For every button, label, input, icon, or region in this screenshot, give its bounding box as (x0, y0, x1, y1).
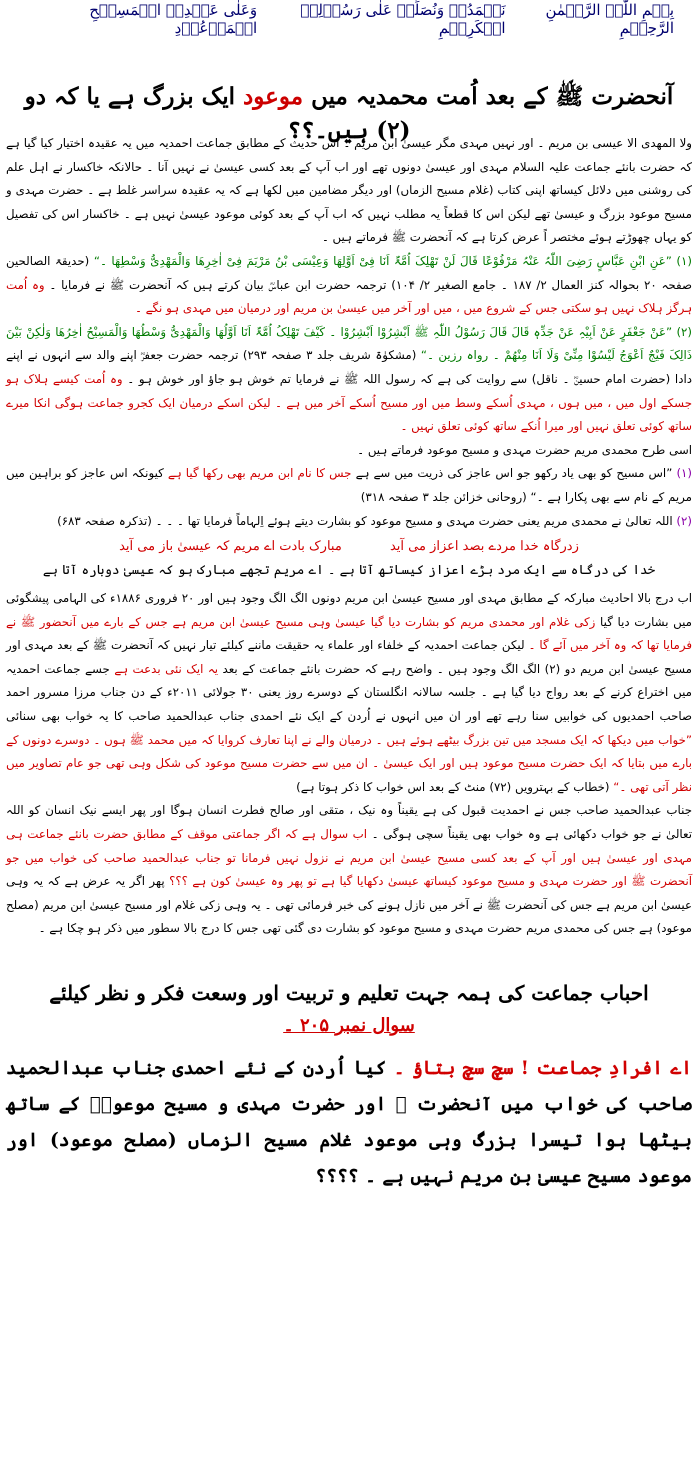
text-segment: ”عَنِ ابْنِ عَبَّاسٍ رَضِیَ اللّٰہُ عَنْہُ مَرْفُوْعًا قَالَ لَنْ تَھْلِکَ اُمَّۃٌ اَنَا فِیْ اَوَّلِھَا وَعِیْسَی بْنُ مَرْیَمَ فِیْ اٰخِرِھَا وَالْمَھْدِیُّ وَسْطِھَا ۔“ (93, 253, 672, 268)
article-title (6, 80, 692, 144)
text-segment: (۲) (672, 513, 692, 528)
hamd-text: نَحۡمَدُہٗ وَنُصَلِّیۡ عَلٰی رَسُوۡلِہِ الۡکَرِیۡمِ (300, 1, 506, 37)
title-part-3: ایک بزرگ ہے یا کہ دو (۲) ہیں۔؟؟ (24, 83, 411, 144)
text-segment: کیونکہ اس عاجز کو براہین میں مریم کے نام سے بھی پکارا ہے ۔“ (روحانی خزائن جلد ۳ صفحہ ۳۱۸) (6, 466, 692, 504)
couplet-original (6, 535, 692, 559)
text-segment: اب درج بالا احادیث مبارکہ کے مطابق مہدی اور مسیح عیسیٰ ابن مریم دونوں الگ الگ وجود ہیں اور ۲۰ فروری ۱۸۸۶ء کی الہامی پیشگوئی میں بشارت دیا گیا (6, 591, 692, 629)
text-segment: اللہ تعالیٰ نے محمدی مریم یعنی حضرت مہدی و مسیح موعود کو بشارت دیتے ہوئے اِلہاماً فرمایا تھا ۔ ۔ ۔ (تذکرہ صفحہ ۶۸۳) (57, 513, 673, 528)
paragraph-p7 (6, 587, 692, 799)
text-segment: ”خواب میں دیکھا کہ ایک مسجد میں تین بزرگ بیٹھے ہوئے ہیں ۔ درمیان والے نے اپنا تعارف کروایا کہ میں محمد ﷺ ہوں ۔ دوسرے دونوں کے بارے میں بتایا کہ ایک حضرت مسیح موعود ہیں اور ایک عیسیٰ ۔ ان میں سے حضرت مسیح موعود کی شکل وہی تھی جو عام تصاویر میں نظر آتی تھی ۔“ (6, 732, 692, 794)
title-part-2: موعود (243, 83, 304, 110)
text-segment: (خطاب کے بہترویں (۷۲) منٹ کے بعد اس خواب کا ذکر ہوتا ہے) (296, 779, 614, 794)
salutation-text: وَعَلٰی عَبۡدِہِ الۡمَسِیۡحِ الۡمَوۡعُوۡدِ (89, 1, 258, 37)
text-segment: (۱) (672, 466, 692, 481)
paragraph-p1 (6, 132, 692, 250)
text-segment: (مشکوٰۃ شریف جلد ۳ صفحہ ۲۹۳) ترجمہ حضرت جعفرؓ اپنے والد سے انہوں نے اپنے دادا (حضرت امام حسینؓ ۔ ناقل) سے روایت کی ہے کہ رسول اللہ ﷺ نے فرمایا تم خوش ہو جاؤ اور خوش ہو ۔ (6, 348, 692, 386)
question-text (6, 1051, 692, 1195)
couplet-translation: خدا کی درگاہ سے ایک مرد بڑے اعزاز کیساتھ آتا ہے ۔ اے مریم تجھے مبارک ہو کہ عیسیٰ دوبارہ آتا ہے (42, 563, 656, 579)
text-segment: لیکن جماعت احمدیہ کے خلفاء اور علماء یہ حقیقت ماننے کیلئے تیار نہیں کہ آنحضرت ﷺ کے بعد مہدی اور مسیح عیسیٰ ابن مریم دو (۲) الگ الگ وجود ہیں ۔ واضح رہے کہ حضرت بانئے جماعت کے بعد (6, 638, 692, 676)
paragraph-p5 (6, 462, 692, 509)
title-part-1: آنحضرت ﷺ کے بعد اُمت محمدیہ میں (311, 83, 674, 110)
paragraph-p2 (6, 250, 692, 321)
couplet-left: مبارک بادت اے مریم کہ عیسیٰ باز می آید (119, 539, 342, 555)
question-lead: اے افرادِ جماعت ! سچ سچ بتاؤ ۔ (393, 1058, 692, 1079)
text-segment: ولا المھدی الا عیسی بن مریم ۔ اور نہیں مہدی مگر عیسیٰ ابن مریم ۔ اس حدیث کے مطابق جماعت احمدیہ میں یہ عقیدہ اختیار کیا گیا ہے کہ حضرت بانئے جماعت علیہ السلام مہدی اور عیسیٰ دونوں تھے اور اب آپ کے بعد کسی عیسیٰ نے نہیں آنا ۔ حالانکہ خاکسار نے اہل علم کی روشنی میں دلائل کیساتھ اپنی کتاب (غلام مسیح الزماں) اور دیگر مضامین میں لکھا ہے کہ یہ عقیدہ سراسر غلط ہے ۔ حضرت مہدی و مسیح موعود بزرگ و عیسیٰ تھے لیکن اس کا قطعاً یہ مطلب نہیں کہ اب آپ کے بعد کوئی موعود عیسیٰ نہیں ہے ۔ خاکسار اس کی تفصیل کو یہاں چھوڑتے ہوئے مختصر اً عرض کرتا ہے کہ آنحضرت ﷺ فرماتے ہیں ۔ (6, 136, 692, 245)
text-segment: وہ اُمت ہرگز ہلاک نہیں ہو سکتی جس کے شروع میں ، میں اور آخر میں عیسیٰ بن مریم اور درمیان میں مہدی ہو نگے ۔ (6, 277, 692, 316)
persian-couplet (6, 535, 692, 583)
text-segment: جس کا نام ابن مریم بھی رکھا گیا ہے (167, 466, 352, 481)
text-segment: (حدیقۃ الصالحین صفحہ ۲۰ بحوالہ کنز العمال ۲/ ۱۸۷ ۔ جامع الصغیر ۲/ ۱۰۴) ترجمہ حضرت ابن عباسؓ بیان کرتے ہیں کہ آنحضرت ﷺ نے فرمایا ۔ (6, 253, 692, 292)
text-segment: اب سوال ہے کہ اگر جماعتی موقف کے مطابق حضرت بانئے جماعت ہی مہدی اور عیسیٰ ہیں اور آپ کے بعد کسی مسیح عیسیٰ ابن مریم نے نزول نہیں فرمانا تو جناب عبدالحمید صاحب کی خواب میں جو آنحضرت ﷺ اور حضرت مہدی و مسیح موعود کیساتھ عیسیٰ دکھایا گیا ہے تو پھر وہ عیسیٰ کون ہے ؟؟؟ (6, 827, 693, 889)
couplet-right: زدرگاہ خدا مردے بصد اعزاز می آید (389, 539, 579, 555)
invocation-header (6, 1, 692, 37)
question-number: سوال نمبر ۲۰۵ ۔ (283, 1015, 415, 1036)
text-segment: پھر اگر یہ عرض ہے کہ یہ وہی عیسیٰ ابن مریم ہے جس کی آنحضرت ﷺ نے آخر میں نازل ہونے کی خبر فرمائی تھی ۔ یہ وہی زکی غلام اور مسیح عیسیٰ ابن مریم (مصلح موعود) ہے جس کی محمدی مریم حضرت مہدی و مسیح موعود کو بشارت دی گئی تھی جس کا درج بالا سطور میں ذکر ہو چکا ہے ۔ (6, 874, 692, 936)
question-body: کیا اُردن کے نئے احمدی جناب عبدالحمید صاحب کی خواب میں آنحضرت ﷺ اور حضرت مہدی و مسیح موعودؑ کے ساتھ بیٹھا ہوا تیسرا بزرگ وہی موعود غلام مسیح الزماں (مصلح موعود) اور موعود مسیح عیسیٰ بن مریم نہیں ہے ۔ ؟؟؟؟ (6, 1058, 692, 1187)
text-segment: یہ ایک نئی بدعت ہے (114, 661, 219, 676)
text-segment: ”اس مسیح کو بھی یاد رکھو جو اس عاجز کی ذریت میں سے ہے (351, 466, 673, 481)
article-body (6, 132, 692, 533)
text-segment: جناب عبدالحمید صاحب جس نے احمدیت قبول کی ہے یقیناً وہ نیک ، متقی اور صالح فطرت انسان ہوگا اور پھر ایسے نیک انسان کو اللہ تعالیٰ نے جو خواب دکھائی ہے وہ خواب بھی یقیناً سچی ہوگی ۔ (6, 803, 692, 842)
text-segment: جسے جماعت احمدیہ میں اختراع کرنے کے بعد رواج دیا گیا ہے ۔ جلسہ سالانہ انگلستان کے دوسرے روز یعنی ۳۰ جولائی ۲۰۱۱ء کے دن جناب مرزا مسرور احمد صاحب احمدیوں کی خوابیں سنا رہے تھے اور ان میں انہوں نے اُردن کے ایک نئے احمدی جناب عبدالحمید صاحب کا یہ خواب بھی سنائی (6, 661, 692, 724)
text-segment: (۲) (672, 324, 692, 339)
paragraph-p3 (6, 321, 692, 439)
question-section (6, 975, 692, 1041)
text-segment: زکی غلام اور محمدی مریم کو بشارت دیا گیا عیسیٰ وہی مسیح عیسیٰ ابن مریم ہے جس کے بارے میں آنحضور ﷺ نے فرمایا تھا کہ وہ آخر میں آئے گا ۔ (6, 614, 692, 653)
paragraph-p4 (6, 439, 692, 463)
text-segment: ”عَنْ جَعْفَرٍ عَنْ اَبِیْہِ عَنْ جَدِّہٖ قَالَ قَالَ رَسُوْلُ اللّٰہِ ﷺ اَبْشِرُوْا اَبْشِرُوْا ۔ کَیْفَ تَھْلِکُ اُمَّۃٌ اَنَا اَوَّلُھَا وَالْمَھْدِیُّ وَسْطُھَا وَالْمَسِیْحُ اٰخِرُھَا وَلٰکِنْ بَیْنَ ذَالِکَ فَیْجٌ اَعْوَجُ لَیْسُوْا مِنِّیْ وَلَا اَنَا مِنْھُمْ ۔ رواہ رزین ۔“ (6, 324, 692, 363)
text-segment: وہ اُمت کیسے ہلاک ہو جسکے اول میں ، میں ہوں ، مہدی اُسکے وسط میں اور مسیح اُسکے آخر میں ہے ۔ لیکن اسکے درمیان ایک کجرو جماعت ہوگی انکا میرے ساتھ کوئی تعلق نہیں اور میرا اُنکے ساتھ کوئی تعلق نہیں ۔ (6, 371, 692, 434)
bismillah-text: بِسۡمِ اللّٰہِ الرَّحۡمٰنِ الرَّحِیۡمِ (545, 1, 674, 37)
section-heading: احباب جماعت کی ہمہ جہت تعلیم و تربیت اور وسعت فکر و نظر کیلئے (49, 981, 649, 1005)
article-body-continued (6, 587, 692, 941)
paragraph-p6 (6, 510, 692, 534)
text-segment: (۱) (671, 253, 692, 268)
text-segment: اسی طرح محمدی مریم حضرت مہدی و مسیح موعود فرماتے ہیں ۔ (357, 442, 692, 457)
paragraph-p8 (6, 799, 692, 941)
